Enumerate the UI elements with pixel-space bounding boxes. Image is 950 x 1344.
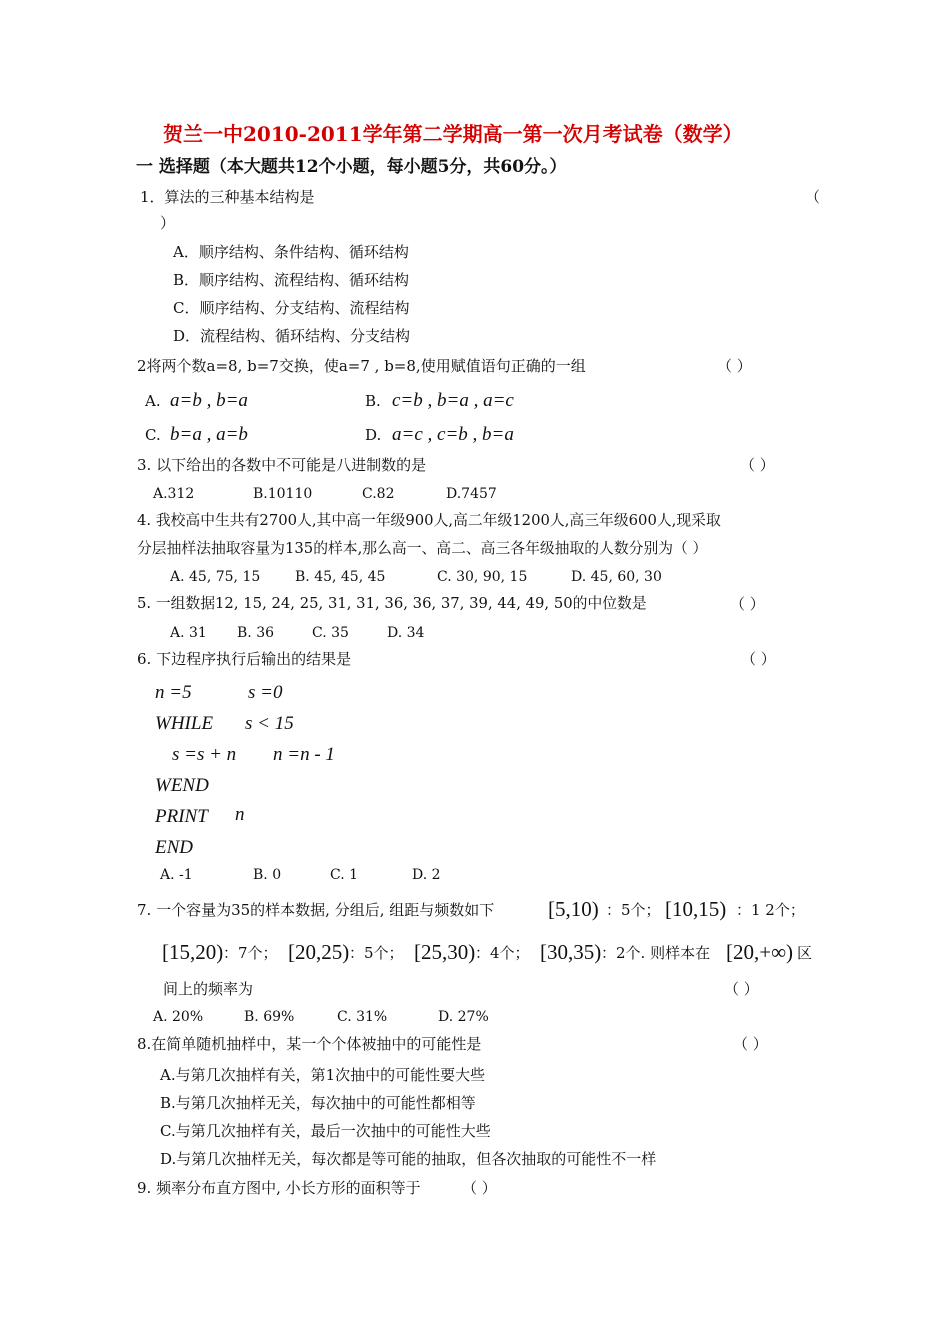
interval-10-15-count: ：1 2个；: [736, 901, 805, 919]
question-4-option-b: B. 45, 45, 45: [295, 569, 386, 585]
question-6-stem: 6. 下边程序执行后输出的结果是: [137, 650, 352, 668]
code-line-6-end: END: [155, 837, 193, 858]
interval-30-35-count: ：2个. 则样本在: [601, 944, 711, 962]
question-7-option-c: C. 31%: [337, 1009, 388, 1025]
code-line-1-assign-s: s =0: [248, 682, 283, 703]
question-8-option-c: C.与第几次抽样有关，最后一次抽中的可能性大些: [160, 1122, 491, 1140]
question-7-option-b: B. 69%: [244, 1009, 295, 1025]
question-5-option-b: B. 36: [237, 625, 275, 641]
question-1-option-c: C．顺序结构、分支结构、流程结构: [173, 299, 410, 317]
question-7-option-d: D. 27%: [438, 1009, 489, 1025]
question-7-stem-line-1: 7. 一个容量为35的样本数据, 分组后, 组距与频数如下: [137, 901, 495, 919]
interval-30-35: [30,35): [540, 940, 602, 964]
question-7-paren: （ ）: [724, 980, 759, 998]
question-5-option-a: A. 31: [170, 625, 207, 641]
question-7-option-a: A. 20%: [153, 1009, 204, 1025]
question-5-option-d: D. 34: [387, 625, 425, 641]
interval-5-10: [5,10): [548, 897, 599, 921]
question-8-option-d: D.与第几次抽样无关，每次都是等可能的抽取，但各次抽取的可能性不一样: [160, 1150, 657, 1168]
question-4-line-1: 4. 我校高中生共有2700人,其中高一年级900人,高二年级1200人,高三年级600人,现采取: [137, 512, 721, 529]
question-3-stem: 3. 以下给出的各数中不可能是八进制数的是: [137, 456, 427, 474]
question-3-option-d: D.7457: [446, 486, 497, 502]
question-6-option-d: D. 2: [412, 867, 441, 883]
interval-20-25-count: ：5个；: [349, 944, 404, 962]
question-7-trailing-char: 区: [797, 944, 813, 962]
interval-20-25: [20,25): [288, 940, 350, 964]
question-8-option-b: B.与第几次抽样无关，每次抽中的可能性都相等: [160, 1094, 476, 1112]
question-4-option-a: A. 45, 75, 15: [170, 569, 261, 585]
question-3-paren: （ ）: [740, 456, 775, 474]
question-7-stem-line-3: 间上的频率为: [163, 980, 254, 998]
question-5-stem: 5. 一组数据12, 15, 24, 25, 31, 31, 36, 36, 37, 39, 44, 49, 50的中位数是: [137, 595, 647, 612]
question-6-paren: （ ）: [741, 650, 776, 668]
interval-10-15: [10,15): [665, 897, 727, 921]
code-line-2-condition: s < 15: [245, 713, 294, 734]
interval-5-10-count: ：5个；: [606, 901, 661, 919]
question-5-paren: （ ）: [730, 595, 765, 613]
question-8-stem: 8.在简单随机抽样中，某一个个体被抽中的可能性是: [137, 1035, 482, 1053]
question-4-option-c: C. 30, 90, 15: [437, 569, 528, 585]
question-1-paren-close: ）: [160, 214, 176, 232]
code-line-1-assign-n: n =5: [155, 682, 192, 703]
question-2-option-c-expr: b=a , a=b: [170, 424, 248, 445]
question-2-option-d-label: D.: [365, 426, 382, 444]
question-8-paren: （ ）: [733, 1035, 768, 1053]
question-2-option-a-expr: a=b , b=a: [170, 390, 248, 411]
question-9-stem: 9. 频率分布直方图中, 小长方形的面积等于: [137, 1179, 421, 1197]
question-3-option-b: B.10110: [253, 486, 313, 502]
interval-15-20-count: ：7个；: [223, 944, 278, 962]
interval-25-30: [25,30): [414, 940, 476, 964]
code-line-5-print: PRINT: [155, 806, 208, 827]
page-title: 贺兰一中2010-2011学年第二学期高一第一次月考试卷（数学）: [163, 122, 743, 146]
question-4-line-2: 分层抽样法抽取容量为135的样本,那么高一、高二、高三各年级抽取的人数分别为（ ）: [137, 540, 708, 557]
code-line-5-arg: n: [235, 804, 245, 825]
question-6-option-c: C. 1: [330, 867, 359, 883]
question-2-option-b-expr: c=b , b=a , a=c: [392, 390, 514, 411]
question-9-paren: （ ）: [462, 1179, 497, 1197]
question-1-option-d: D．流程结构、循环结构、分支结构: [173, 327, 411, 345]
question-8-option-a: A.与第几次抽样有关，第1次抽中的可能性要大些: [160, 1066, 486, 1084]
code-line-2-while: WHILE: [155, 713, 214, 734]
question-3-option-c: C.82: [362, 486, 395, 502]
section-heading-multiple-choice: 一 选择题（本大题共12个小题，每小题5分，共60分。）: [136, 157, 567, 177]
question-2-paren: （ ）: [717, 357, 752, 375]
question-1-option-b: B．顺序结构、流程结构、循环结构: [173, 271, 410, 289]
question-6-option-a: A. -1: [160, 867, 193, 883]
question-2-option-d-expr: a=c , c=b , b=a: [392, 424, 514, 445]
interval-15-20: [15,20): [162, 940, 224, 964]
question-2-option-c-label: C.: [145, 426, 161, 444]
code-line-3-add: s =s + n: [172, 744, 237, 765]
question-5-option-c: C. 35: [312, 625, 349, 641]
question-2-option-b-label: B.: [365, 392, 381, 410]
question-1-stem: 1．算法的三种基本结构是: [140, 188, 315, 206]
question-2-option-a-label: A.: [145, 392, 161, 410]
code-line-3-decrement: n =n - 1: [273, 744, 335, 765]
question-4-option-d: D. 45, 60, 30: [571, 569, 662, 585]
question-1-paren-open: （: [805, 188, 821, 206]
interval-20-infinity: [20,+∞): [726, 940, 794, 964]
question-2-stem: 2将两个数a=8, b=7交换，使a=7 , b=8,使用赋值语句正确的一组: [137, 357, 586, 375]
code-line-4-wend: WEND: [155, 775, 209, 796]
question-1-option-a: A．顺序结构、条件结构、循环结构: [173, 243, 409, 261]
question-3-option-a: A.312: [153, 486, 195, 502]
interval-25-30-count: ：4个；: [475, 944, 530, 962]
question-6-option-b: B. 0: [253, 867, 282, 883]
